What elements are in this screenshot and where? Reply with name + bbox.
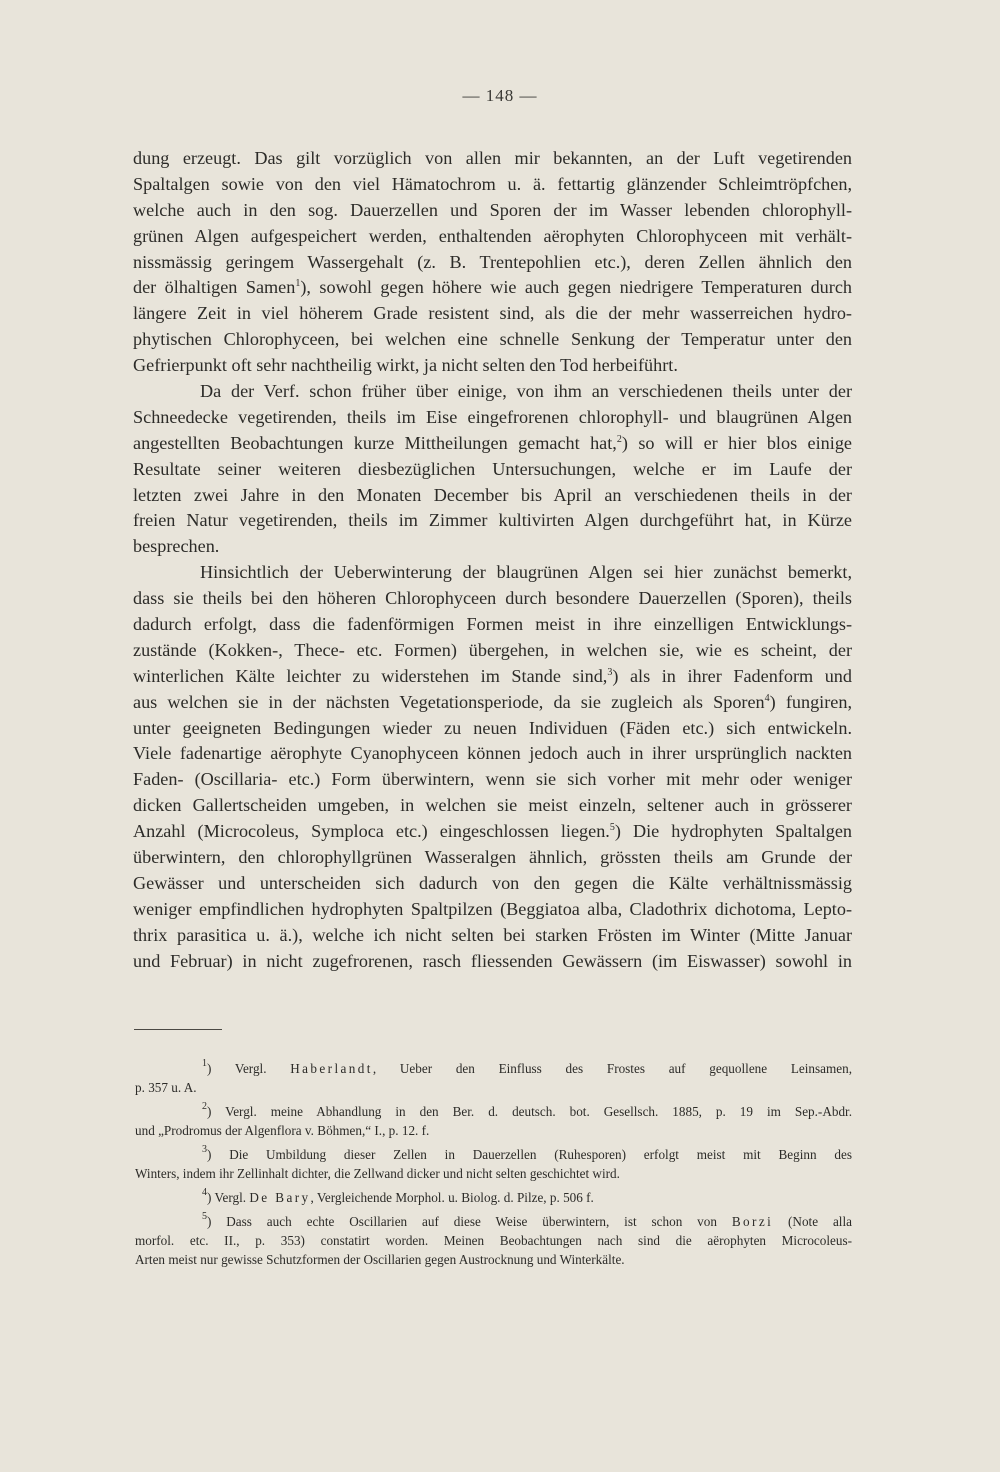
body-line-text: dadurch erfolgt, dass die fadenförmigen Formen meist in ihre einzelligen Entwicklungs- [133, 614, 852, 635]
body-line [133, 871, 852, 897]
body-line [133, 949, 852, 975]
footnote-text: ) Vergl. meine Abhandlung in den Ber. d. deutsch. bot. Gesellsch. 1885, p. 19 im Sep.-Abdr. [207, 1104, 852, 1119]
body-line [133, 172, 852, 198]
body-line [133, 483, 852, 509]
body-line-text: freien Natur vegetirenden, theils im Zimmer kultivirten Algen durchgeführt hat, in Kürze [133, 510, 852, 531]
body-line-text: dass sie theils bei den höheren Chlorophyceen durch besondere Dauerzellen (Sporen), theils [133, 588, 852, 609]
footnote-separator [134, 1029, 222, 1030]
body-line-text: ) fungiren, [769, 691, 852, 712]
body-line [133, 534, 852, 560]
body-line [133, 301, 852, 327]
footnote-line [135, 1212, 852, 1231]
body-line [133, 741, 852, 767]
footnote-text: Winters, indem ihr Zellinhalt dichter, die Zellwand dicker und nicht selten geschichtet wird. [135, 1166, 620, 1181]
body-line [133, 923, 852, 949]
body-line [133, 767, 852, 793]
body-line [133, 716, 852, 742]
body-line-text: phytischen Chlorophyceen, bei welchen eine schnelle Senkung der Temperatur unter den [133, 329, 852, 350]
body-line-text: letzten zwei Jahre in den Monaten December bis April an verschiedenen theils in der [133, 484, 852, 505]
body-line-text: weniger empfindlichen hydrophyten Spaltpilzen (Beggiatoa alba, Cladothrix dichotoma, Lepto- [133, 898, 852, 919]
body-line [133, 405, 852, 431]
author-name: Haberlandt [290, 1061, 373, 1076]
body-line-text: winterlichen Kälte leichter zu widerstehen im Stande sind, [133, 665, 608, 686]
body-line-text: Da der Verf. schon früher über einige, von ihm an verschiedenen theils unter der [200, 381, 852, 402]
body-line [133, 457, 852, 483]
footnote [135, 1212, 852, 1269]
body-line-text: längere Zeit in viel höherem Grade resistent sind, als die der mehr wasserreichen hydro- [133, 303, 852, 324]
body-line-text: ), sowohl gegen höhere wie auch gegen niedrigere Temperaturen durch [300, 277, 852, 298]
footnote-marker: 2 [202, 1102, 207, 1112]
footnote-marker: 3 [202, 1145, 207, 1155]
footnote-text: ) Vergl. [207, 1061, 291, 1076]
body-line-text: und Februar) in nicht zugefrorenen, rasch fliessenden Gewässern (im Eiswasser) sowohl in [133, 950, 852, 971]
body-line-text: ) Die hydrophyten Spaltalgen [614, 821, 852, 842]
footnote-line [135, 1059, 852, 1078]
body-line [133, 612, 852, 638]
body-line [133, 664, 852, 690]
footnote-marker: 5 [202, 1212, 207, 1222]
footnote-reference: 1 [295, 278, 301, 290]
body-line-text: Hinsichtlich der Ueberwinterung der blaugrünen Algen sei hier zunächst bemerkt, [200, 562, 852, 583]
footnote-line [135, 1231, 852, 1250]
body-line-text: ) so will er hier blos einige [621, 432, 852, 453]
body-line [133, 897, 852, 923]
footnote-reference: 5 [609, 822, 615, 834]
body-line [133, 560, 852, 586]
body-line-text: Faden- (Oscillaria- etc.) Form überwintern, wenn sie sich vorher mit mehr oder weniger [133, 769, 852, 790]
body-line [133, 431, 852, 457]
footnote-reference: 3 [607, 666, 613, 678]
body-line-text: Spaltalgen sowie von den viel Hämatochrom u. ä. fettartig glänzender Schleimtröpfchen, [133, 173, 852, 194]
body-line [133, 508, 852, 534]
footnote-line [135, 1102, 852, 1121]
body-line-text: überwintern, den chlorophyllgrünen Wasseralgen ähnlich, grössten theils am Grunde der [133, 847, 852, 868]
footnote-text: ) Vergl. [207, 1190, 250, 1205]
body-line-text: Schneedecke vegetirenden, theils im Eise eingefrorenen chlorophyll- und blaugrünen Algen [133, 406, 852, 427]
footnote-marker: 4 [202, 1188, 207, 1198]
body-line [133, 819, 852, 845]
body-line [133, 198, 852, 224]
body-line [133, 845, 852, 871]
body-line-text: Anzahl (Microcoleus, Symploca etc.) eingeschlossen liegen. [133, 821, 610, 842]
footnote [135, 1188, 852, 1207]
body-line-text: welche auch in den sog. Dauerzellen und Sporen der im Wasser lebenden chlorophyll- [133, 199, 852, 220]
footnote-text: morfol. etc. II., p. 353) constatirt worden. Meinen Beobachtungen nach sind die aërophyten Microcoleus- [135, 1233, 852, 1248]
body-line [133, 638, 852, 664]
body-line-text: dung erzeugt. Das gilt vorzüglich von allen mir bekannten, an der Luft vegetirenden [133, 148, 852, 168]
footnote-line [135, 1188, 852, 1207]
body-line-text: Gewässer und unterscheiden sich dadurch von den gegen die Kälte verhältnissmässig [133, 872, 852, 893]
footnote-reference: 2 [616, 433, 622, 445]
body-line-text: ) als in ihrer Fadenform und [612, 665, 852, 686]
body-line-text: nissmässig geringem Wassergehalt (z. B. Trentepohlien etc.), deren Zellen ähnlich den [133, 251, 852, 272]
footnote-text: und „Prodromus der Algenflora v. Böhmen,“ I., p. 12. f. [135, 1123, 430, 1138]
footnote [135, 1145, 852, 1183]
body-line-text: zustände (Kokken-, Thece- etc. Formen) übergehen, in welchen sie, wie es scheint, der [133, 639, 852, 660]
footnote [135, 1102, 852, 1140]
body-line-text: angestellten Beobachtungen kurze Mittheilungen gemacht hat, [133, 432, 617, 453]
footnote-text: Arten meist nur gewisse Schutzformen der Oscillarien gegen Austrocknung und Winterkälte. [135, 1252, 625, 1267]
footnote-line [135, 1164, 852, 1183]
body-line-text: besprechen. [133, 536, 220, 557]
body-text [133, 146, 852, 975]
body-line-text: Viele fadenartige aërophyte Cyanophyceen können jedoch auch in ihrer ursprünglich nackten [133, 743, 852, 764]
body-line [133, 327, 852, 353]
body-line [133, 379, 852, 405]
body-line [133, 224, 852, 250]
author-name: Borzi [731, 1214, 774, 1229]
footnote-line [135, 1078, 852, 1097]
footnote-marker: 1 [202, 1059, 207, 1069]
footnote-text: , Vergleichende Morphol. u. Biolog. d. Pilze, p. 506 f. [310, 1190, 594, 1205]
body-line [133, 586, 852, 612]
page-number: — 148 — [462, 86, 538, 105]
body-line [133, 146, 852, 172]
footnote-line [135, 1250, 852, 1269]
body-line-text: unter geeigneten Bedingungen wieder zu neuen Individuen (Fäden etc.) sich entwickeln. [133, 717, 852, 738]
footnote-line [135, 1121, 852, 1140]
footnote [135, 1059, 852, 1097]
body-line-text: der ölhaltigen Samen [133, 277, 296, 298]
footnote-line [135, 1145, 852, 1164]
footnote-text: ) Die Umbildung dieser Zellen in Dauerzellen (Ruhesporen) erfolgt meist mit Beginn des [207, 1147, 852, 1162]
footnote-text: ) Dass auch echte Oscillarien auf diese Weise überwintern, ist schon von [207, 1214, 732, 1229]
author-name: De Bary [249, 1190, 311, 1205]
body-line [133, 250, 852, 276]
body-line-text: dicken Gallertscheiden umgeben, in welchen sie meist einzeln, seltener auch in grösserer [133, 795, 852, 816]
body-line-text: Gefrierpunkt oft sehr nachtheilig wirkt, ja nicht selten den Tod herbeiführt. [133, 355, 678, 376]
body-line [133, 275, 852, 301]
footnote-text: (Note alla [773, 1214, 852, 1229]
footnote-reference: 4 [764, 692, 770, 704]
body-line [133, 793, 852, 819]
body-line-text: Resultate seiner weiteren diesbezüglichen Untersuchungen, welche er im Laufe der [133, 458, 852, 479]
footnote-text: p. 357 u. A. [135, 1080, 197, 1095]
footnotes [135, 1059, 852, 1269]
body-line-text: thrix parasitica u. ä.), welche ich nicht selten bei starken Frösten im Winter (Mitte Januar [133, 924, 852, 945]
body-line [133, 690, 852, 716]
footnote-text: , Ueber den Einfluss des Frostes auf gequollene Leinsamen, [372, 1061, 852, 1076]
body-line-text: grünen Algen aufgespeichert werden, enthaltenden aërophyten Chlorophyceen mit verhält- [133, 225, 852, 246]
body-line-text: aus welchen sie in der nächsten Vegetationsperiode, da sie zugleich als Sporen [133, 691, 765, 712]
body-line [133, 353, 852, 379]
